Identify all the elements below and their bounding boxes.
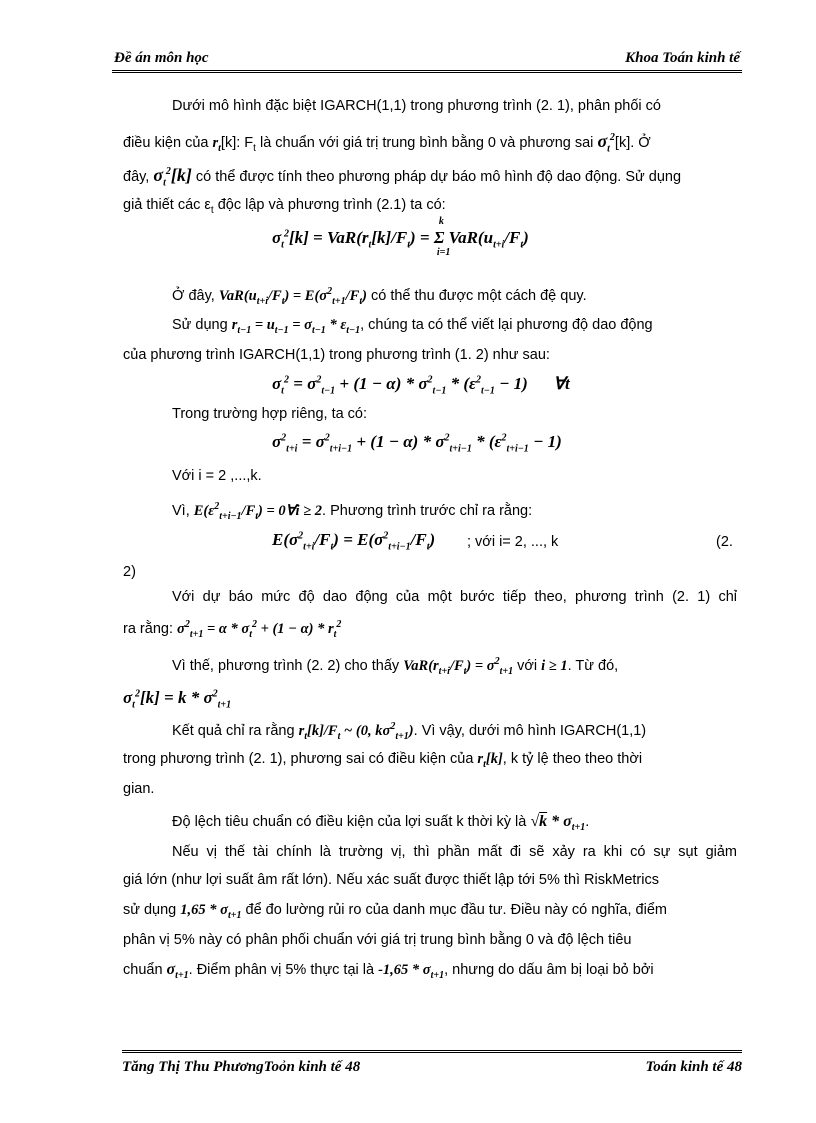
text-line: trong phương trình (2. 1), phương sai có điều kiện của $r_t[k]$, k tỷ lệ theo theo thời [123, 751, 643, 770]
text-line: Sử dụng $r_{t-1} = u_{t-1} = \sigma_{t-1} * \varepsilon_{t-1}$, chúng ta có thể viết lại phương độ dao động [172, 317, 653, 336]
text-line: Với dự báo mức độ dao động của một bước tiếp theo, phương trình (2. 1) chỉ [172, 589, 737, 605]
text-line: chuẩn $\sigma_{t+1}$. Điểm phân vị 5% thực tại là $-1,65 * \sigma_{t+1}$, nhưng do dấu âm bị loại bỏ bởi [123, 961, 654, 982]
page-header [112, 48, 742, 73]
footer-left: Tăng Thị Thu PhươngToỏn kinh tế 48 [122, 1059, 361, 1075]
text-line: Vì, $E(\varepsilon^2_{t+i-1}/F_t)$ = 0∀i ≥ 2. Phương trình trước chỉ ra rằng: [172, 501, 533, 522]
equation-number: 2) [123, 564, 136, 580]
formula-igarch: $\sigma_t^2 = \sigma^2_{t-1} + (1 - \alpha) * \sigma^2_{t-1} * (\varepsilon^2_{t-1} - 1)$ ∀t [272, 374, 570, 397]
text-line: Kết quả chỉ ra rằng $r_t[k]/F_t$ ~ (0, $k\sigma^2_{t+1}$). Vì vậy, dưới mô hình IGARCH(1,1) [172, 721, 647, 742]
text-line: Ở đây, $VaR(u_{t+i}/F_t) = E(\sigma^2_{t+1}/F_t)$ có thể thu được một cách đệ quy. [172, 286, 587, 307]
page-footer [122, 1050, 742, 1083]
footer-right: Toán kinh tế 48 [645, 1059, 742, 1075]
text-line: sử dụng $1,65 * \sigma_{t+1}$ để đo lường rủi ro của danh mục đầu tư. Điều này có nghĩa, điểm [123, 902, 667, 921]
text-line: ra rằng: $\sigma^2_{t+1} = \alpha * \sigma_t^2 + (1 - \alpha) * r_t^2$ [123, 619, 342, 640]
text-line: Dưới mô hình đặc biệt IGARCH(1,1) trong phương trình (2. 1), phân phối có [172, 98, 661, 114]
formula-expectation: $E(\sigma^2_{t+i}/F_t) = E(\sigma^2_{t+i-1}/F_t)$ [272, 530, 436, 553]
text-line: Với i = 2 ,...,k. [172, 468, 262, 484]
text-line: ; với i= 2, ..., k [467, 534, 559, 550]
equation-number: (2. [716, 534, 733, 550]
text-line: Nếu vị thế tài chính là trường vị, thì phần mất đi sẽ xảy ra khi có sự sụt giảm [172, 844, 737, 860]
text-line: Độ lệch tiêu chuẩn có điều kiện của lợi suất k thời kỳ là $√k * \sigma_{t+1}$. [172, 813, 590, 834]
formula-variance: $\sigma_t^2[k] = VaR(r_t[k]/F_t)$ = k Σ i=1 $VaR(u_{t+i}/F_t)$ [272, 216, 529, 258]
text-line: gian. [123, 781, 155, 797]
text-line: giá lớn (như lợi suất âm rất lớn). Nếu xác suất được thiết lập tới 5% thì RiskMetrics [123, 872, 659, 888]
text-line: Vì thế, phương trình (2. 2) cho thấy $VaR(r_{t+i}/F_t) = \sigma^2_{t+1}$ với i ≥ 1. Từ đó, [172, 656, 619, 677]
header-left: Đề án môn học [114, 50, 209, 66]
text-line: $\sigma_t^2[k] = k * \sigma^2_{t+1}$ [123, 687, 232, 711]
text-line: giả thiết các $\varepsilon_t$ độc lập và phương trình (2.1) ta có: [123, 197, 446, 216]
text-line: của phương trình IGARCH(1,1) trong phương trình (1. 2) như sau: [123, 347, 550, 363]
text-line: phân vị 5% này có phân phối chuẩn với giá trị trung bình bằng 0 và độ lệch tiêu [123, 932, 632, 948]
text-line: điều kiện của $r_t[k]$: $F_t$ là chuẩn với giá trị trung bình bằng 0 và phương sai $\sigma_t^2[k]$. Ở [123, 131, 651, 155]
text-line: Trong trường hợp riêng, ta có: [172, 406, 368, 422]
header-right: Khoa Toán kinh tế [625, 50, 740, 66]
formula-igarch-special: $\sigma^2_{t+i} = \sigma^2_{t+i-1} + (1 - \alpha) * \sigma^2_{t+i-1} * (\varepsilon^2_{t+i-1} - 1)$ [272, 432, 562, 455]
text-line: đây, $\sigma_t^2[k]$ có thể được tính theo phương pháp dự báo mô hình độ dao động. Sử dụng [123, 165, 682, 189]
